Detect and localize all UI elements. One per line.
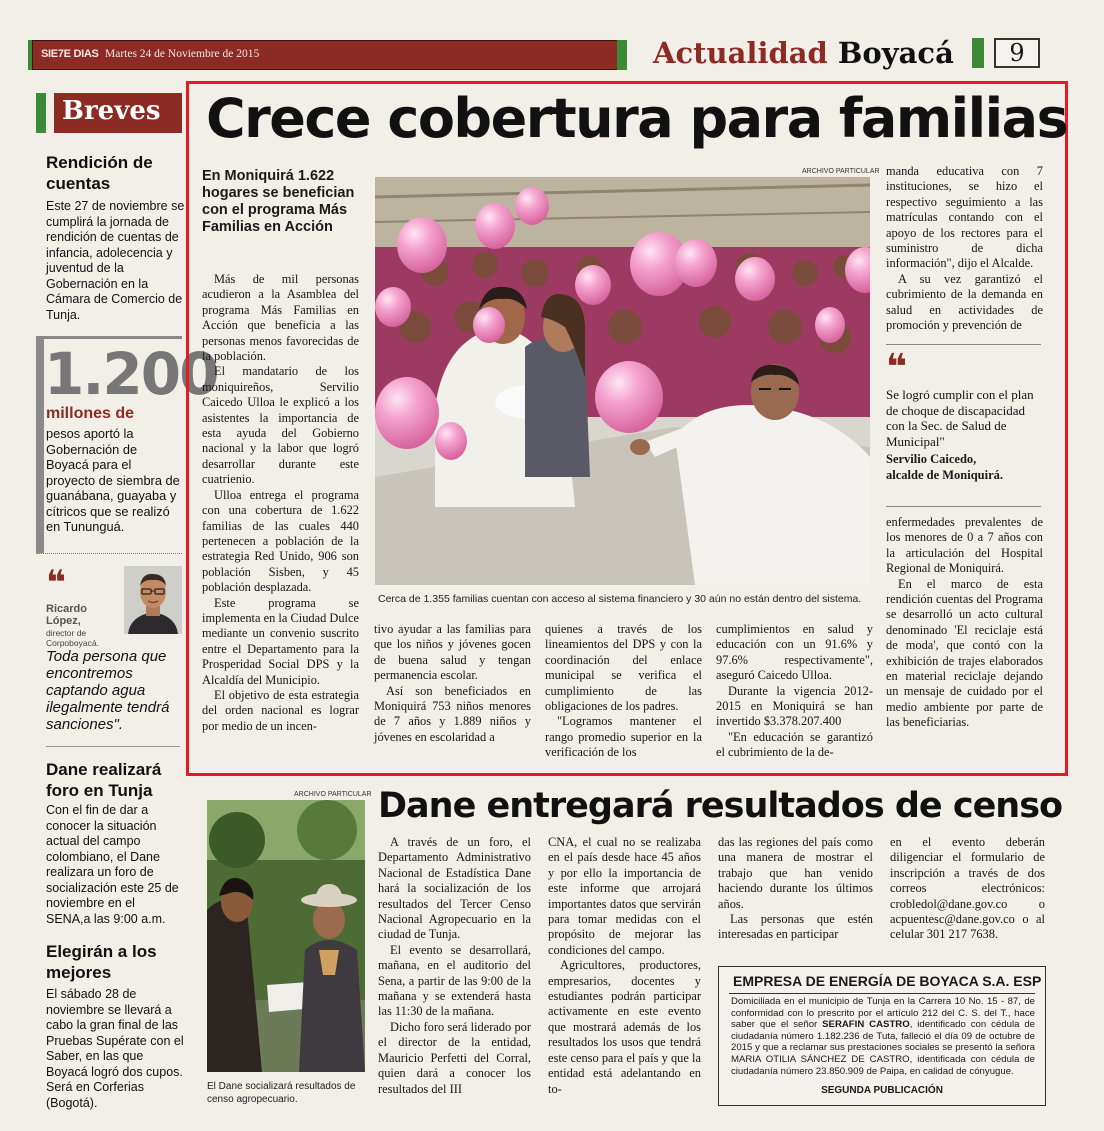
dane-headline: Dane entregará resultados de censo: [378, 786, 1063, 826]
paragraph: en el evento deberán diligenciar el formulario de inscripción a través de dos correos electrónicos: crobledol@dane.gov.co o acpuentesc@dane.gov.co o al celular 301 217 7638.: [890, 835, 1045, 942]
brief-elegiran-body: El sábado 28 de noviembre se llevará a cabo la gran final de las Pruebas Supérate con el Saber, en las que Boyacá logró dos cupos. Será en Corferias (Bogotá).: [46, 987, 184, 1110]
brief-dane-body: Con el fin de dar a conocer la situación actual del campo colombiano, el Dane realizara un foro de socialización este 25 de noviembre en el SENA,a las 9:00 a.m.: [46, 803, 179, 926]
paragraph: Este programa se implementa en la Ciudad Dulce mediante un convenio suscrito entre el Departamento para la Prosperidad Social DPS y la Alcaldía del Municipio.: [202, 595, 359, 687]
balloon: [397, 217, 447, 273]
paragraph: manda educativa con 7 instituciones, se hizo el respectivo seguimiento a las matrículas contando con el apoyo de los rectores para el suministro de dicha información", dijo el Alcalde.: [886, 164, 1043, 271]
main-headline: Crece cobertura para familias: [206, 87, 1068, 150]
stat-body: pesos aportó la Gobernación de Boyacá para el proyecto de siembra de guanábana, guayaba y cítricos que se realizó en Tununguá.: [46, 426, 180, 534]
main-col-3: [545, 622, 702, 761]
paragraph: Más de mil personas acudieron a la Asamblea del programa Más Familias en Acción que beneficia a las personas menos favorecidas de la población.: [202, 272, 359, 364]
paragraph: cumplimientos en salud y educación con un 91.6% y 97.6% respectivamente", aseguró Caicedo Ulloa.: [716, 622, 873, 683]
paragraph: quienes a través de los lineamientos del DPS y con la coordinación del enlace municipal se verifica el cumplimiento de las obligaciones de los padres.: [545, 622, 702, 714]
divider: [46, 746, 180, 747]
paragraph: Ulloa entrega el programa con una cobertura de 1.622 familias de las cuales 440 pertenecen a población de la estrategia Red Unido, 906 son población Sisben, y 45 población desplazada.: [202, 487, 359, 595]
paragraph: En el marco de esta rendición cuentas del Programa se desarrolló un acto cultural denominado 'El reciclaje está de moda', que contó con la exhibición de trajes elaborados en material reciclaje dejando un mensaje de cuidado por el medio ambiente por parte de las beneficiarias.: [886, 576, 1043, 730]
quote-role: director de Corpoboyacá.: [46, 628, 99, 648]
pullquote-rule: [886, 344, 1041, 345]
paragraph: "En educación se garantizó el cubrimiento de la de-: [716, 729, 873, 760]
quote-mark-icon: ❝: [46, 563, 66, 603]
main-col-2: [374, 622, 531, 745]
issue-date: Martes 24 de Noviembre de 2015: [105, 48, 260, 60]
header-accent-right: [617, 40, 627, 70]
breves-title: Breves: [54, 93, 182, 133]
brief-rendicion-body: Este 27 de noviembre se cumplirá la jornada de rendición de cuentas de infancia, adolecencia y juventud de la Gobernación en la Cámara de Comercio de Tunja.: [46, 199, 185, 322]
dane-col-4: [890, 835, 1045, 943]
paragraph: A través de un foro, el Departamento Administrativo Nacional de Estadística Dane hará la socialización de los resultados del Tercer Censo Nacional Agropecuario en la ciudad de Tunja.: [378, 835, 531, 942]
paragraph: El objetivo de esta estrategia del orden nacional es lograr por medio de un incen-: [202, 687, 359, 733]
paragraph: tivo ayudar a las familias para que los niños y jóvenes gocen de buena salud y tengan permanencia escolar.: [374, 622, 531, 683]
newspaper-name: SIE7E DIAS: [41, 48, 99, 60]
brief-elegiran-title: Elegirán a los mejores: [46, 942, 157, 982]
balloon: [815, 307, 845, 343]
dane-col-1: [378, 835, 531, 1097]
notice-title: EMPRESA DE ENERGÍA DE BOYACA S.A. ESP: [733, 973, 1042, 989]
dane-col-2: [548, 835, 701, 1097]
header-bar: [32, 40, 626, 70]
pullquote-text: Se logró cumplir con el plan de choque de discapacidad con la Sec. de Salud de Municipal": [886, 387, 1034, 449]
balloon: [475, 203, 515, 249]
notice-body: Domiciliada en el municipio de Tunja en la Carrera 10 No. 15 - 87, de conformidad con lo prescrito por el artículo 212 del C. S. del T., hace saber que el señor SERAFIN CASTRO, identificado con cédula de ciudadanía número 1.182.236 de Tuta, falleció el día 09 de octubre de 2015 y que a reclamar sus prestaciones sociales se presentó la señora MARIA OTILIA SÁNCHEZ DE CASTRO, identificada con cédula de ciudadanía número 23.850.909 de Paipa, en calidad de cónyugue.: [731, 996, 1035, 1077]
main-photo: [375, 177, 870, 585]
pullquote-name: Servilio Caicedo,: [886, 452, 977, 466]
notice-footer: SEGUNDA PUBLICACIÓN: [821, 1085, 943, 1096]
balloon: [375, 287, 411, 327]
paragraph: CNA, el cual no se realizaba en el país desde hace 45 años y por ello la importancia de este informe que arrojará importantes datos que servirán para tomar medidas con el propósito de mejorar las condiciones del campo.: [548, 835, 701, 957]
balloon: [435, 422, 467, 460]
brief-dane-title: Dane realizará foro en Tunja: [46, 760, 162, 800]
pullquote-rule-bottom: [886, 506, 1041, 507]
balloon: [675, 239, 717, 287]
quote-text: Toda persona que encontremos captando agua ilegalmente tendrá sanciones".: [46, 648, 170, 733]
paragraph: Así son beneficiados en Moniquirá 753 niños menores de 7 años y 1.889 niños y jóvenes en escolaridad a: [374, 683, 531, 744]
main-col-5-bottom: [886, 515, 1043, 731]
paragraph: enfermedades prevalentes de los menores de 0 a 7 años con la articulación del Hospital Regional de Moniquirá.: [886, 515, 1043, 576]
paragraph: "Logramos mantener el rango promedio superior en la verificación de los: [545, 714, 702, 760]
breves-accent: [36, 93, 46, 133]
main-col-5-top: [886, 164, 1043, 333]
page-number: 9: [994, 38, 1040, 68]
section-title: Actualidad Boyacá: [653, 36, 954, 70]
paragraph: A su vez garantizó el cubrimiento de la demanda en salud en actividades de promoción y prevención de: [886, 271, 1043, 333]
balloon: [375, 377, 439, 449]
brief-rendicion-title: Rendición de cuentas: [46, 153, 153, 193]
paragraph: Durante la vigencia 2012-2015 en Moniquirá se han invertido $3.378.207.400: [716, 683, 873, 729]
main-photo-caption: Cerca de 1.355 familias cuentan con acceso al sistema financiero y 30 aún no están dentro del sistema.: [378, 593, 862, 605]
balloon: [515, 187, 549, 225]
dane-photo: [207, 800, 365, 1072]
main-col-4: [716, 622, 873, 761]
quote-mark-icon: ❝: [886, 347, 908, 388]
main-photo-credit: ARCHIVO PARTICULAR: [802, 168, 880, 175]
balloon: [595, 361, 663, 433]
paragraph: El evento se desarrollará, mañana, en el auditorio del Sena, a partir de las 9:00 de la mañana y se extenderá hasta las 11:30 de la mañana.: [378, 942, 531, 1019]
paragraph: das las regiones del país como una manera de mostrar el trabajo que han venido haciendo durante los últimos años.: [718, 835, 873, 911]
quote-name: Ricardo López,: [46, 603, 87, 627]
paragraph: Agricultores, productores, empresarios, docentes y estudiantes podrán participar activamente en este evento que mostrará además de los resultados los usos que tendrá este censo para el país y que la entidad está adelantando en to-: [548, 958, 701, 1096]
pullquote-role: alcalde de Moniquirá.: [886, 468, 1004, 482]
legal-notice: [718, 966, 1046, 1106]
paragraph: El mandatario de los moniquireños, Servilio Caicedo Ulloa le explicó a los asistentes la importancia de esta ayuda del Gobierno nacional y la labor que logró desarrollar durante este cuatrienio.: [202, 364, 359, 487]
ricardo-lopez-portrait: [124, 566, 182, 634]
dane-col-3: [718, 835, 873, 943]
paragraph: Dicho foro será liderado por el director de la entidad, Mauricio Perfetti del Corral, quien dará a conocer los resultados del III: [378, 1019, 531, 1096]
paragraph: Las personas que estén interesadas en participar: [718, 912, 873, 942]
main-col-1: [202, 272, 359, 734]
balloon: [473, 307, 505, 343]
stat-unit: millones de: [46, 405, 135, 422]
balloon: [735, 257, 775, 301]
notice-rule: [729, 993, 1035, 994]
dane-photo-caption: El Dane socializará resultados de censo agropecuario.: [207, 1081, 356, 1105]
dane-photo-credit: ARCHIVO PARTICULAR: [294, 791, 372, 798]
page-accent: [972, 38, 984, 68]
stat-number: 1.200: [44, 340, 218, 408]
main-subhead: En Moniquirá 1.622 hogares se benefician con el programa Más Familias en Acción: [202, 168, 355, 235]
balloon: [575, 265, 611, 305]
